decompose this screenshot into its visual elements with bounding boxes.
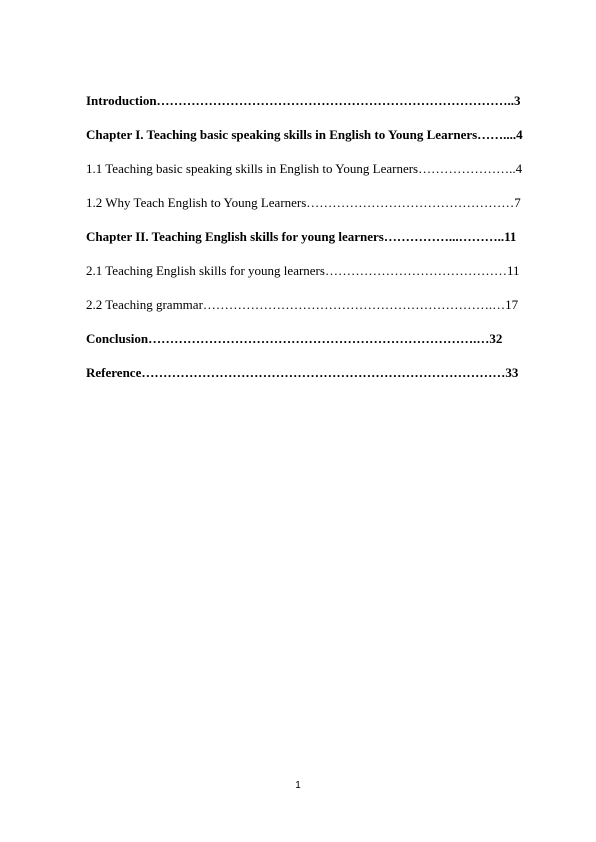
- toc-entry-1-2[interactable]: 1.2 Why Teach English to Young Learners…………………………………………7: [86, 195, 521, 210]
- toc-entry-reference[interactable]: Reference…………………………………………………………………………33: [86, 365, 519, 380]
- toc-entry-2-1[interactable]: 2.1 Teaching English skills for young learners……………………………………11: [86, 263, 520, 278]
- table-of-contents: [86, 90, 552, 396]
- toc-entry-chapter-2[interactable]: Chapter II. Teaching English skills for young learners……………...………..11: [86, 229, 517, 244]
- toc-entry-chapter-1[interactable]: Chapter I. Teaching basic speaking skills in English to Young Learners……....4: [86, 127, 523, 142]
- toc-entry-conclusion[interactable]: Conclusion………………………………………………………………….…32: [86, 331, 503, 346]
- page-number: 1: [295, 780, 301, 791]
- toc-entry-introduction[interactable]: Introduction………………………………………………………………………..3: [86, 93, 521, 108]
- toc-entry-1-1[interactable]: 1.1 Teaching basic speaking skills in English to Young Learners…………………..4: [86, 161, 523, 176]
- toc-entry-2-2[interactable]: 2.2 Teaching grammar………………………………………………………….…17: [86, 297, 519, 312]
